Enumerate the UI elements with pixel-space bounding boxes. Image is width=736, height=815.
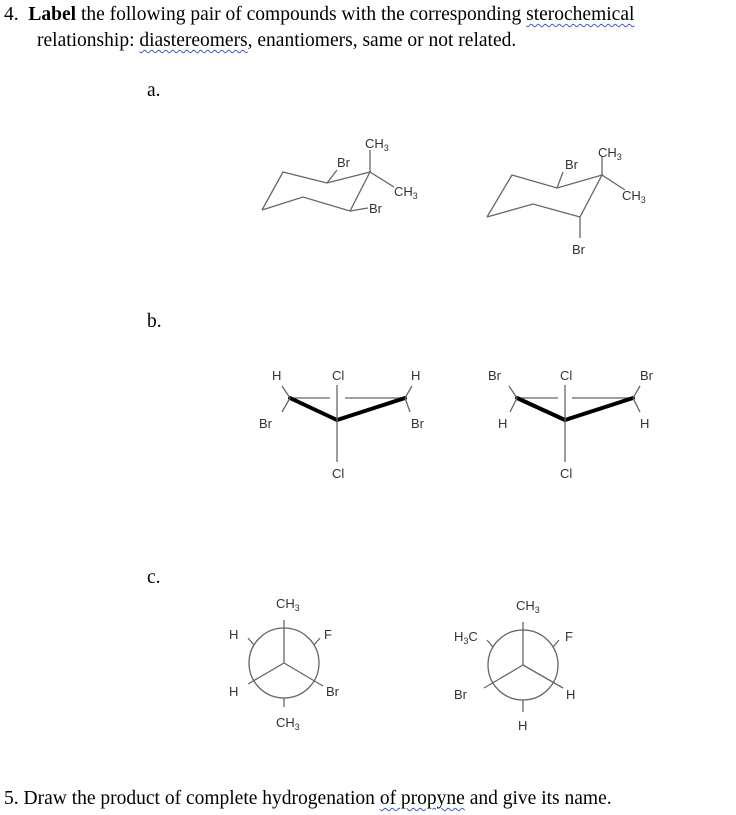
cyclopropane-b-left	[259, 368, 425, 481]
atom-label: Br	[565, 157, 578, 172]
atom-label: Br	[411, 416, 424, 431]
question-text: and give its name.	[464, 788, 612, 809]
bold-label: Label	[28, 4, 77, 25]
chair-structure-a-right	[487, 145, 646, 257]
question-text: 5. Draw the product of complete hydrogenation	[4, 788, 380, 809]
atom-label: $CH_3$	[276, 596, 300, 613]
atom-label: H	[272, 368, 282, 383]
atom-label: H	[411, 368, 421, 383]
atom-label: $CH_3$	[365, 136, 389, 153]
atom-label: Br	[454, 687, 467, 702]
atom-label: H	[566, 687, 576, 702]
atom-label: Cl	[560, 466, 573, 481]
atom-label: Br	[369, 201, 382, 216]
part-b-label: b.	[147, 311, 162, 332]
atom-label: F	[324, 627, 332, 642]
newman-projection-c-left	[229, 596, 340, 732]
newman-projection-c-right	[454, 598, 575, 733]
atom-label: Cl	[332, 368, 345, 383]
question-number: 4.	[4, 4, 19, 25]
atom-label: H	[518, 718, 528, 733]
atom-label: $H_3C$	[454, 629, 478, 646]
misspelled-word: sterochemical	[526, 4, 635, 25]
atom-label: Cl	[560, 368, 573, 383]
atom-label: Br	[259, 416, 272, 431]
atom-label: H	[229, 627, 239, 642]
misspelled-word: diastereomers	[139, 30, 248, 51]
atom-label: Br	[640, 368, 653, 383]
atom-label: $CH_3$	[622, 188, 646, 205]
atom-label: Br	[337, 155, 350, 170]
atom-label: H	[640, 416, 650, 431]
atom-label: $CH_3$	[394, 184, 418, 201]
atom-label: Br	[326, 684, 339, 699]
atom-label: $CH_3$	[598, 145, 622, 162]
atom-label: F	[565, 629, 573, 644]
chair-structure-a-left	[262, 136, 418, 216]
question-text: the following pair of compounds with the corresponding	[76, 4, 527, 25]
misspelled-word: of propyne	[379, 788, 465, 809]
atom-label: Br	[488, 368, 501, 383]
question-text: , enantiomers, same or not related.	[247, 30, 517, 51]
part-a-label: a.	[147, 80, 161, 101]
atom-label: $CH_3$	[276, 715, 300, 732]
atom-label: H	[229, 684, 239, 699]
question-text: relationship:	[37, 30, 140, 51]
atom-label: Br	[572, 242, 585, 257]
atom-label: $CH_3$	[516, 598, 540, 615]
cyclopropane-b-right	[488, 368, 654, 481]
atom-label: H	[498, 416, 508, 431]
atom-label: Cl	[332, 466, 345, 481]
part-c-label: c.	[147, 567, 161, 588]
